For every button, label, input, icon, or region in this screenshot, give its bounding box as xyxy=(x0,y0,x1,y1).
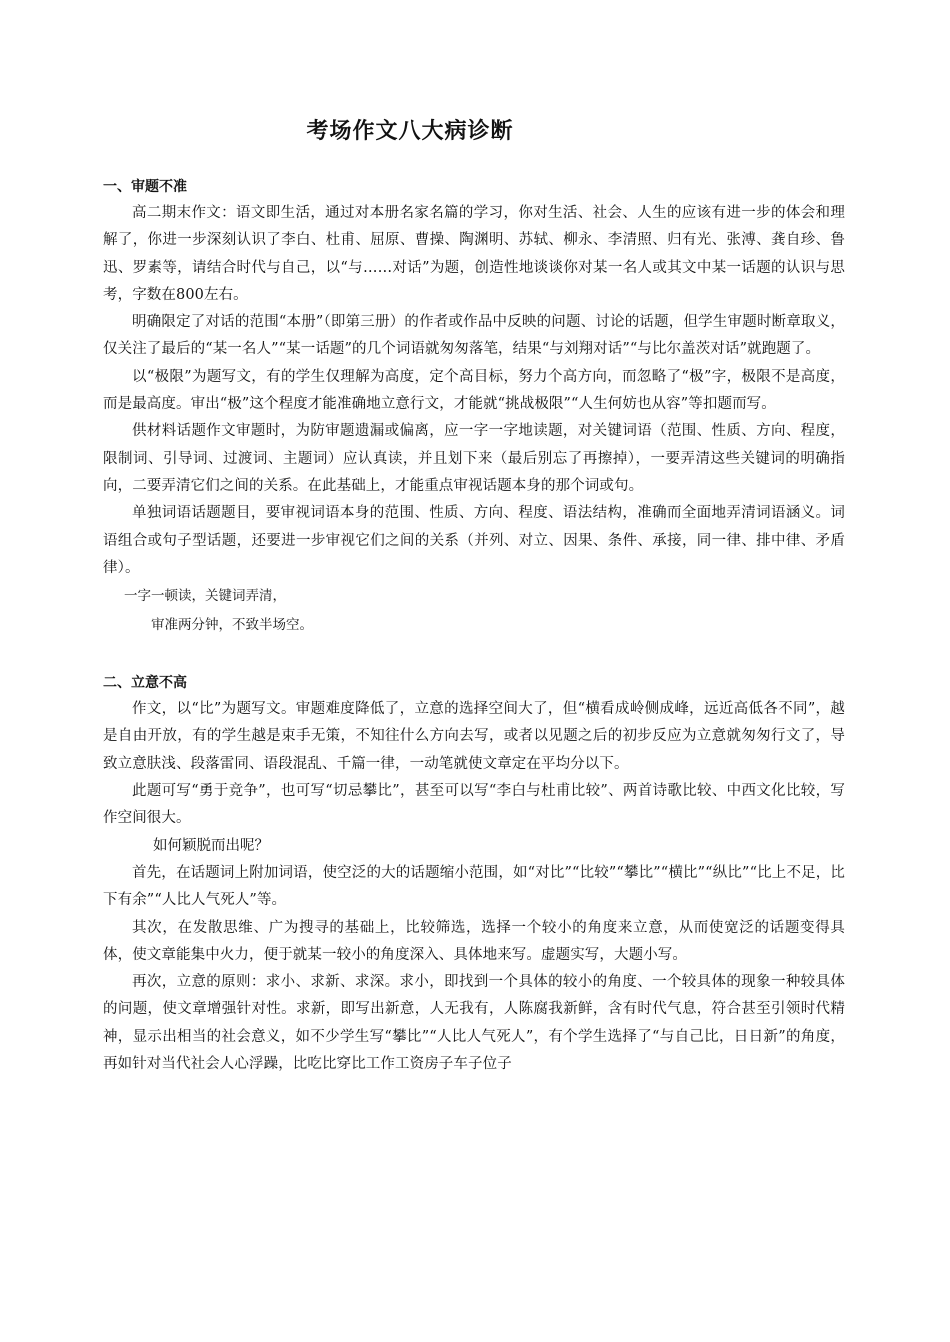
paragraph: 首先，在话题词上附加词语，使空泛的大的话题缩小范围，如“对比”“比较”“攀比”“横比”“纵比”“比上不足，比下有余”“人比人气死人”等。 xyxy=(103,864,845,909)
paragraph: 单独词语话题题目，要审视词语本身的范围、性质、方向、程度、语法结构，准确而全面地弄清词语涵义。词语组合或句子型话题，还要进一步审视它们之间的关系（并列、对立、因果、条件、承接，同一律、排中律、矛盾律）。 xyxy=(103,505,845,576)
paragraph: 此题可写“勇于竞争”，也可写“切忌攀比”，甚至可以写“李白与杜甫比较”、两首诗歌比较、中西文化比较，写作空间很大。 xyxy=(103,783,845,827)
paragraph: 再次，立意的原则：求小、求新、求深。求小，即找到一个具体的较小的角度、一个较具体的现象一种较具体的问题，使文章增强针对性。求新，即写出新意，人无我有，人陈腐我新鲜，含有时代气息，符合甚至引领时代精神，显示出相当的社会意义，如不少学生写“攀比”“人比人气死人”，有个学生选择了“与自己比，日日新”的角度，再如针对当代社会人心浮躁，比吃比穿比工作工资房子车子位子 xyxy=(103,974,845,1073)
verse-line: 一字一顿读，关键词弄清， xyxy=(124,588,286,605)
section-heading-1: 一、审题不准 xyxy=(103,179,187,195)
paragraph: 高二期末作文：语文即生活，通过对本册名家名篇的学习，你对生活、社会、人生的应该有进一步的体会和理解了，你进一步深刻认识了李白、杜甫、屈原、曹操、陶渊明、苏轼、柳永、李清照、归有光、张溥、龚自珍、鲁迅、罗素等，请结合时代与自己，以“与……对话”为题，创造性地谈谈你对某一名人或其文中某一话题的认识与思考，字数在800左右。 xyxy=(103,205,845,303)
paragraph: 以“极限”为题写文，有的学生仅理解为高度，定个高目标，努力个高方向，而忽略了“极”字，极限不是高度，而是最高度。审出“极”这个程度才能准确地立意行文，才能就“挑战极限”“人生何妨也从容”等扣题而写。 xyxy=(103,368,845,413)
paragraph: 作文，以“比”为题写文。审题难度降低了，立意的选择空间大了，但“横看成岭侧成峰，远近高低各不同”，越是自由开放，有的学生越是束手无策，不知往什么方向去写，或者以见题之后的初步反应为立意就匆匆行文了，导致立意肤浅、段落雷同、语段混乱、千篇一律，一动笔就使文章定在平均分以下。 xyxy=(103,701,845,772)
verse-line: 审准两分钟，不致半场空。 xyxy=(151,617,313,634)
paragraph: 供材料话题作文审题时，为防审题遗漏或偏离，应一字一字地读题，对关键词语（范围、性质、方向、程度，限制词、引导词、过渡词、主题词）应认真读，并且划下来（最后别忘了再擦掉），一要弄清这些关键词的明确指向，二要弄清它们之间的关系。在此基础上，才能重点审视话题本身的那个词或句。 xyxy=(103,423,845,494)
spacer xyxy=(103,640,845,670)
paragraph: 其次，在发散思维、广为搜寻的基础上，比较筛选，选择一个较小的角度来立意，从而使宽泛的话题变得具体，使文章能集中火力，便于就某一较小的角度深入、具体地来写。虚题实写，大题小写。 xyxy=(103,919,845,963)
paragraph: 明确限定了对话的范围“本册”（即第三册）的作者或作品中反映的问题、讨论的话题，但学生审题时断章取义，仅关注了最后的“某一名人”“某一话题”的几个词语就匆匆落笔，结果“与刘翔对话”“与比尔盖茨对话”就跑题了。 xyxy=(103,314,845,358)
section-heading-2: 二、立意不高 xyxy=(103,675,187,692)
document-title: 考场作文八大病诊断 xyxy=(306,119,514,144)
question-line: 如何颖脱而出呢？ xyxy=(153,837,269,854)
document-body xyxy=(103,174,845,1078)
